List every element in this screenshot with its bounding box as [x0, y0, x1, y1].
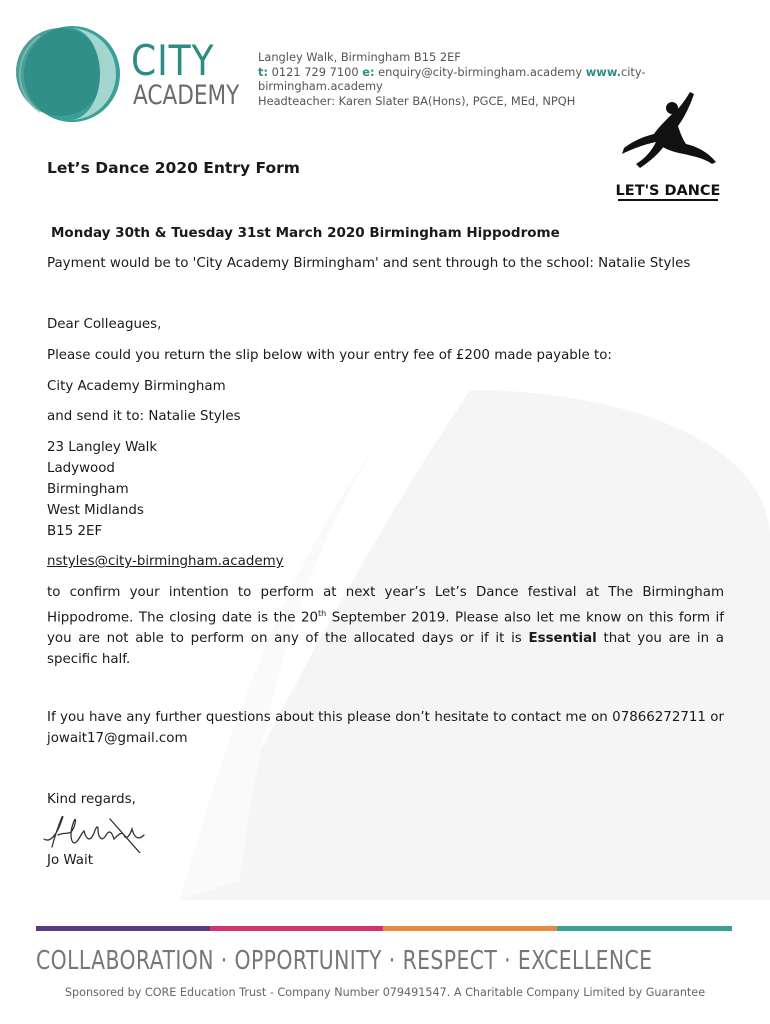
- payee: City Academy Birmingham: [47, 379, 226, 394]
- event-dates: Monday 30th & Tuesday 31st March 2020 Birmingham Hippodrome: [51, 225, 560, 241]
- confirm-text-3: that you are in a specific half.: [47, 631, 724, 668]
- fee-request: Please could you return the slip below with your entry fee of £200 made payable to:: [47, 348, 612, 363]
- headteacher-line: Headteacher: Karen Slater BA(Hons), PGCE, MEd, NPQH: [258, 93, 576, 108]
- web-label: www.: [585, 64, 621, 79]
- address-line: West Midlands: [47, 503, 144, 518]
- payment-note: Payment would be to 'City Academy Birmingham' and sent through to the school: Natalie Styles: [47, 256, 691, 271]
- logo-city-wordmark: CITY: [131, 36, 215, 85]
- questions-paragraph: If you have any further questions about this please don’t hesitate to contact me on 07866272711 or jowait17@gmail.com: [47, 710, 724, 746]
- form-title: Let’s Dance 2020 Entry Form: [47, 159, 300, 177]
- dancer-icon: [622, 92, 716, 168]
- confirm-paragraph: [47, 582, 724, 670]
- lets-dance-logo: [612, 92, 724, 204]
- logo-academy-wordmark: ACADEMY: [133, 80, 240, 111]
- address-line: Birmingham: [47, 482, 129, 497]
- contact-line: [258, 65, 748, 94]
- sponsor-line: Sponsored by CORE Education Trust - Company Number 079491547. A Charitable Company Limited by Guarantee: [64, 986, 706, 999]
- address-line: B15 2EF: [47, 524, 103, 539]
- school-website: city-birmingham.academy: [258, 64, 646, 93]
- footer-bar-orange: [383, 926, 557, 931]
- send-to: and send it to: Natalie Styles: [47, 409, 241, 424]
- footer-bar-pink: [210, 926, 383, 931]
- essential-emphasis: Essential: [528, 631, 597, 647]
- signatory-name: Jo Wait: [47, 853, 93, 868]
- confirm-superscript: th: [318, 609, 327, 618]
- school-address: Langley Walk, Birmingham B15 2EF: [258, 50, 461, 64]
- phone-label: t:: [258, 64, 269, 79]
- closing: Kind regards,: [47, 792, 136, 807]
- confirm-text-2: September 2019. Please also let me know on this form if you are not able to perform on any of the allocated days or if it is: [47, 610, 724, 647]
- footer-bar-purple: [36, 926, 210, 931]
- email-link[interactable]: nstyles@city-birmingham.academy: [47, 554, 284, 569]
- address-line: Ladywood: [47, 461, 115, 476]
- address-line: 23 Langley Walk: [47, 440, 158, 455]
- lets-dance-text: LET'S DANCE: [615, 183, 721, 199]
- greeting: Dear Colleagues,: [47, 317, 162, 332]
- handwritten-signature: [40, 813, 152, 853]
- footer-bar-teal: [557, 926, 732, 931]
- school-values: COLLABORATION · OPPORTUNITY · RESPECT · EXCELLENCE: [36, 946, 653, 976]
- school-phone: 0121 729 7100: [271, 64, 359, 79]
- email-label: e:: [362, 64, 375, 79]
- school-email: enquiry@city-birmingham.academy: [378, 64, 583, 79]
- confirm-text-1: to confirm your intention to perform at next year’s Let’s Dance festival at The Birmingham Hippodrome. The closing date is the 20: [47, 585, 724, 626]
- postal-address: [47, 437, 157, 542]
- city-academy-logo-icon: [10, 14, 130, 132]
